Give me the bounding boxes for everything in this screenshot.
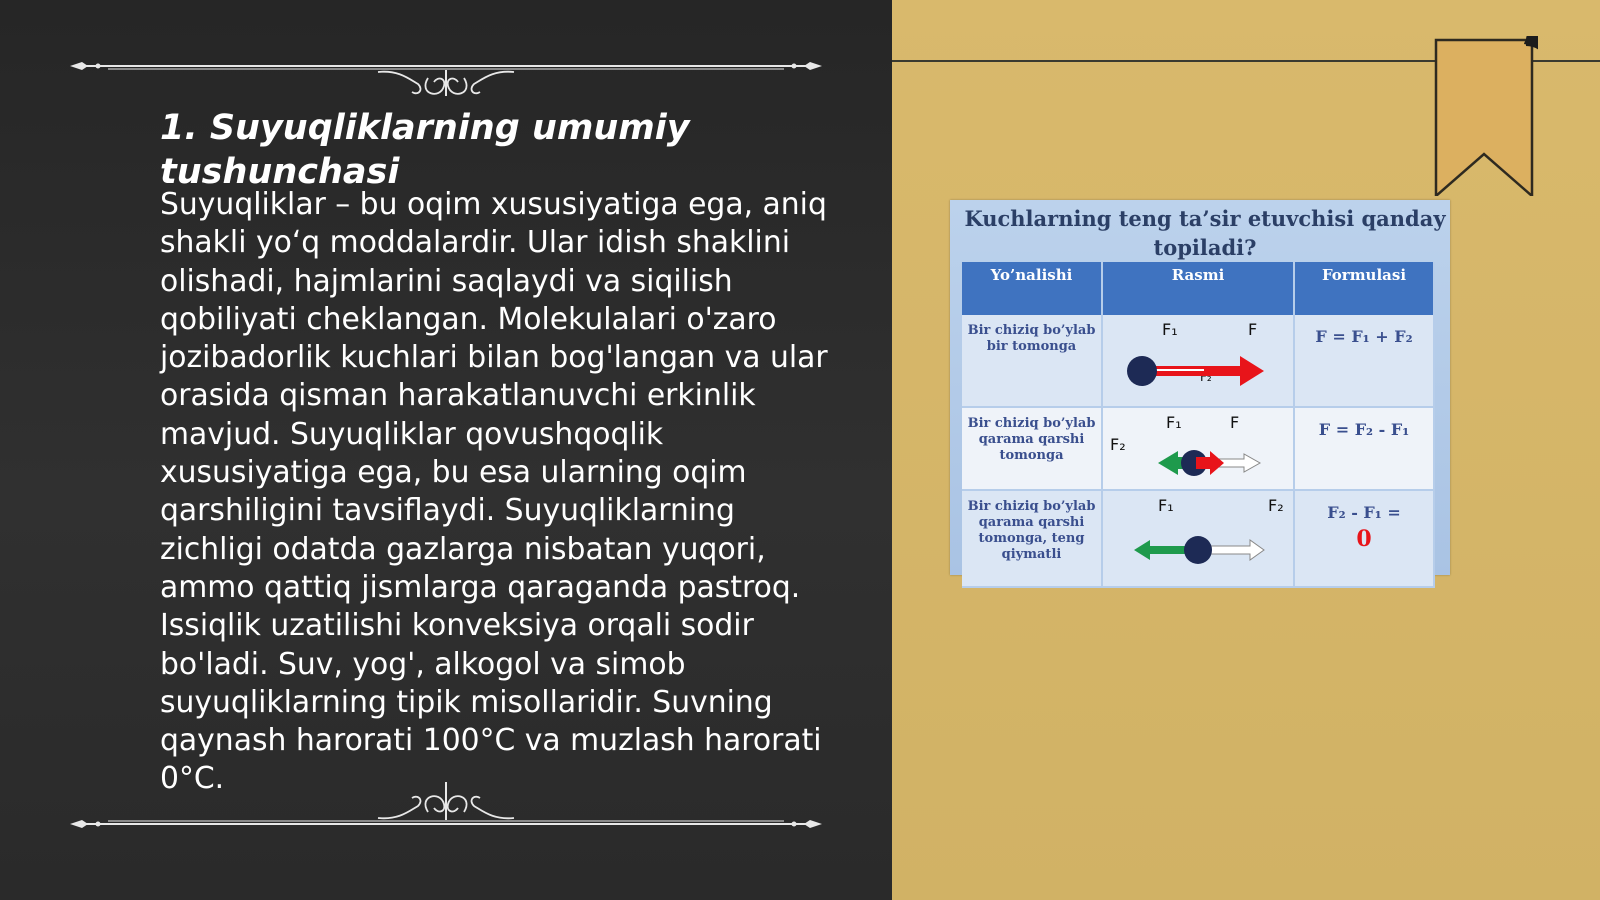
top-ornament-icon <box>68 50 824 96</box>
force-label: F₂ <box>1268 496 1284 515</box>
table-row <box>962 490 1434 587</box>
table-row <box>962 407 1434 490</box>
header-direction: Yo’nalishi <box>962 262 1102 315</box>
force-label: F₁ <box>1158 496 1174 515</box>
direction-cell: Bir chiziq bo’ylab qarama qarshi tomonga <box>962 407 1102 490</box>
formula-cell <box>1294 490 1434 587</box>
bookmark-ribbon-icon <box>1434 36 1538 196</box>
force-label: F₁ <box>1166 413 1182 432</box>
picture-cell <box>1102 407 1294 490</box>
table-header-row <box>962 262 1434 315</box>
formula-cell: F = F₂ - F₁ <box>1294 407 1434 490</box>
forces-figure <box>950 200 1450 575</box>
force-label: F₂ <box>1200 370 1212 384</box>
formula-cell: F = F₁ + F₂ <box>1294 315 1434 407</box>
slide-title: 1. Suyuqliklarning umumiy tushunchasi <box>160 108 690 192</box>
equal-opposite-arrows-icon <box>1104 492 1296 574</box>
force-label: F <box>1230 413 1240 432</box>
opposite-direction-arrows-icon <box>1104 409 1296 477</box>
table-row <box>962 315 1434 407</box>
picture-cell <box>1102 315 1294 407</box>
direction-cell: Bir chiziq bo’ylab bir tomonga <box>962 315 1102 407</box>
header-formula: Formulasi <box>1294 262 1434 315</box>
body-text: Suyuqliklar – bu oqim xususiyatiga ega, aniq shakli yo‘q moddalardir. Ular idish shaklini olishadi, hajmlarini saqlaydi va siqilish qobiliyati cheklangan. Molekulalari o'zaro jozibadorlik kuchlari bilan bog'langan va ular orasida qisman harakatlanuvchi erkinlik mavjud. Suyuqliklar qovushqoqlik xususiyatiga ega, bu esa ularning oqim qarshiligini tavsiflaydi. Suyuqliklarning zichligi odatda gazlarga nisbatan yuqori, ammo qattiq jismlarga qaraganda pastroq. Issiqlik uzatilishi konveksiya orqali sodir bo'ladi. Suv, yog', alkogol va simob suyuqliklarning tipik misollaridir. Suvning qaynash harorati 100°C va muzlash harorati 0°C. <box>160 187 828 797</box>
force-label: F <box>1248 320 1258 339</box>
formula-value: 0 <box>1356 526 1372 552</box>
direction-cell: Bir chiziq bo’ylab qarama qarshi tomonga, teng qiymatli <box>962 490 1102 587</box>
header-picture: Rasmi <box>1102 262 1294 315</box>
forces-table <box>962 262 1435 588</box>
same-direction-arrows-icon <box>1104 316 1296 394</box>
force-label: F₂ <box>1110 435 1126 454</box>
figure-title: Kuchlarning teng ta’sir etuvchisi qanday topiladi? <box>964 206 1446 260</box>
force-label: F₁ <box>1162 320 1178 339</box>
picture-cell <box>1102 490 1294 587</box>
formula-text: F₂ - F₁ = <box>1327 503 1401 522</box>
